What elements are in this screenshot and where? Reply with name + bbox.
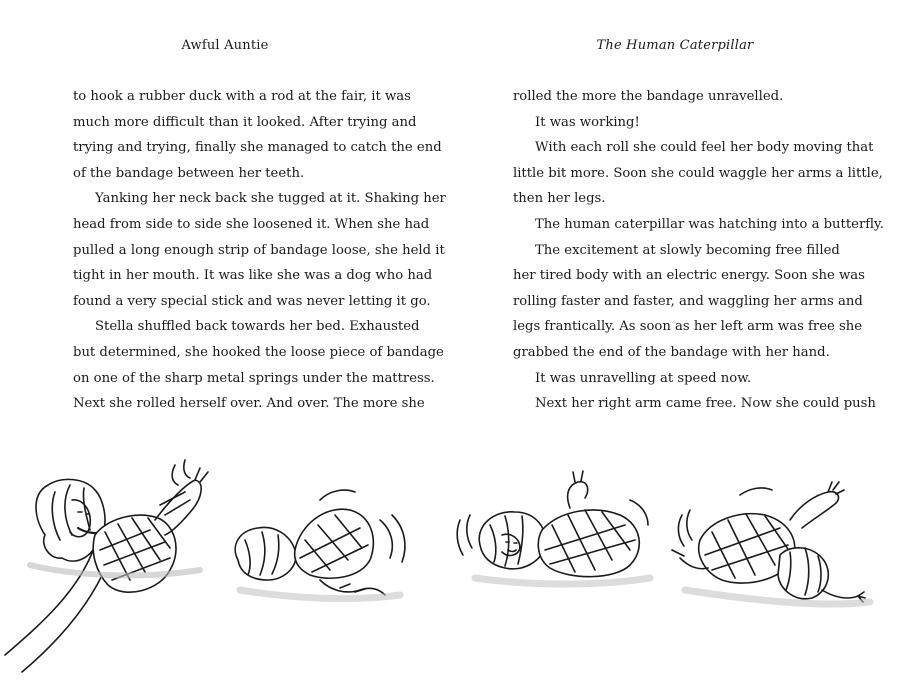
text-line: her tired body with an electric energy. Soon she was (513, 268, 865, 284)
text-line: Next her right arm came free. Now she could push (535, 396, 876, 412)
bandage-strip (5, 545, 95, 655)
text-line: but determined, she hooked the loose piece of bandage (73, 344, 444, 360)
stella-rolling-illustration-right (450, 440, 900, 680)
text-line: head from side to side she loosened it. When she had (73, 216, 430, 232)
text-line: to hook a rubber duck with a rod at the fair, it was (73, 89, 411, 104)
text-line: rolling faster and faster, and waggling her arms and (513, 293, 863, 309)
left-running-head: Awful Auntie (181, 38, 269, 53)
text-line: Yanking her neck back she tugged at it. Shaking her (95, 191, 446, 207)
text-line: With each roll she could feel her body moving that (535, 140, 874, 156)
text-line: Next she rolled herself over. And over. The more she (73, 396, 425, 412)
right-page (450, 0, 900, 690)
text-line: Stella shuffled back towards her bed. Exhausted (95, 319, 420, 335)
right-running-head: The Human Caterpillar (596, 38, 754, 53)
right-illustration (450, 440, 900, 680)
text-line: on one of the sharp metal springs under the mattress. (73, 370, 435, 386)
right-text-block (513, 84, 884, 417)
left-text-block (73, 84, 446, 417)
text-line: much more difficult than it looked. After trying and (73, 114, 417, 130)
text-line: tight in her mouth. It was like she was a dog who had (73, 268, 433, 284)
text-line: pulled a long enough strip of bandage loose, she held it (73, 242, 445, 258)
text-line: The human caterpillar was hatching into a butterfly. (535, 216, 884, 232)
left-illustration (0, 440, 450, 680)
text-line: grabbed the end of the bandage with her hand. (513, 344, 830, 360)
text-line: It was working! (535, 114, 640, 130)
text-line: trying and trying, finally she managed to catch the end (73, 140, 442, 156)
text-line: The excitement at slowly becoming free filled (535, 242, 840, 258)
text-line: then her legs. (513, 191, 606, 207)
text-line: legs frantically. As soon as her left arm was free she (513, 319, 863, 335)
text-line: found a very special stick and was never letting it go. (73, 293, 431, 309)
text-line: of the bandage between her teeth. (73, 165, 305, 181)
stella-rolling-illustration-left (0, 440, 450, 680)
text-line: little bit more. Soon she could waggle her arms a little, (513, 165, 883, 181)
text-line: It was unravelling at speed now. (535, 370, 752, 386)
text-line: rolled the more the bandage unravelled. (513, 89, 784, 104)
